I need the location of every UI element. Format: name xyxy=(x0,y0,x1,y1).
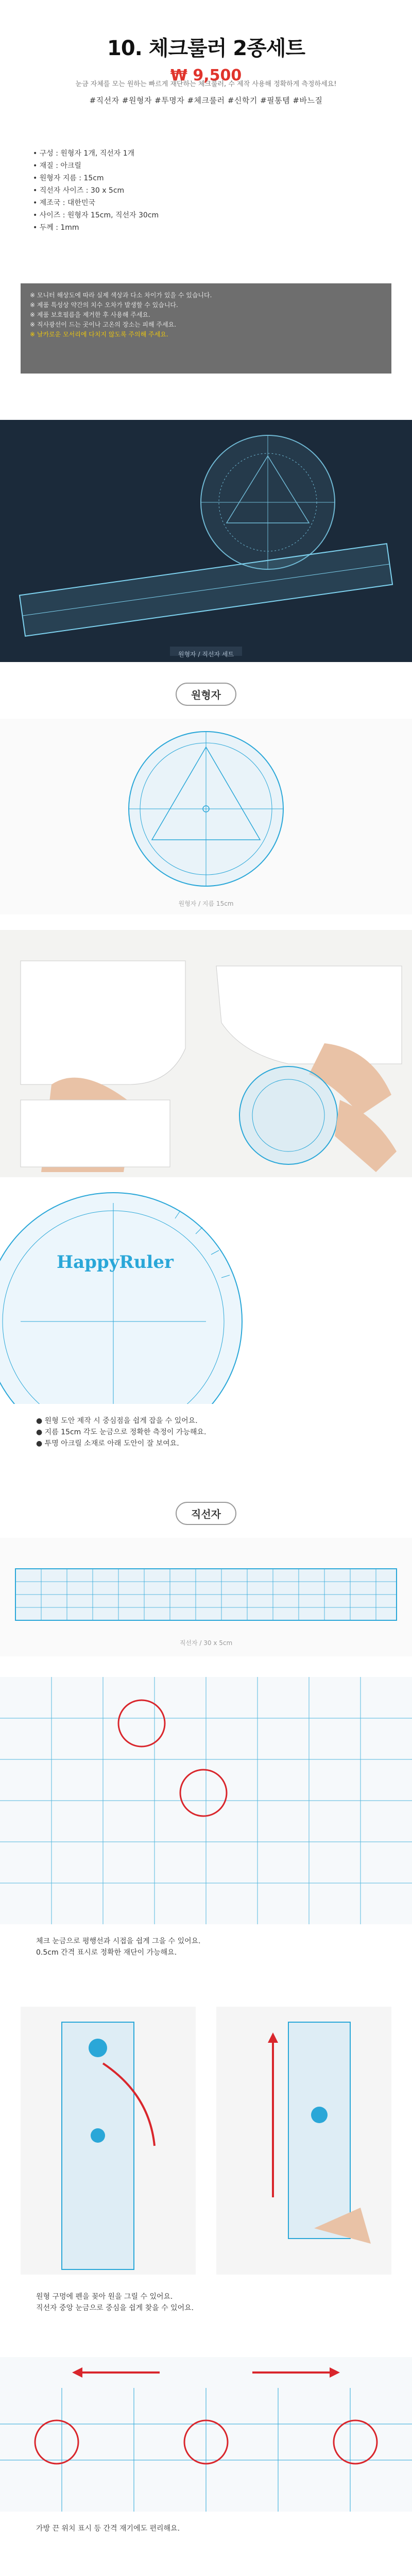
spec-row: • 제조국 : 대한민국 xyxy=(33,197,379,209)
straight-center-photo xyxy=(0,2357,412,2512)
circle-caption: 원형자 / 지름 15cm xyxy=(178,900,234,907)
hand-drawing-illustration xyxy=(0,930,412,1177)
notice-line: ※ 제품 보호필름을 제거한 후 사용해 주세요. xyxy=(30,311,150,318)
desc-line: ● 원형 도안 제작 시 중심점을 쉽게 잡을 수 있어요. xyxy=(36,1417,198,1425)
notice-warning: ※ 날카로운 모서리에 다치지 않도록 주의해 주세요. xyxy=(30,331,168,338)
rulers-illustration xyxy=(0,420,412,662)
center-mark-illustration xyxy=(0,2357,412,2512)
spec-row: • 원형자 지름 : 15cm xyxy=(33,172,379,184)
desc-line: 0.5cm 간격 표시로 정확한 재단이 가능해요. xyxy=(36,1948,177,1957)
straight-ruler-photo xyxy=(0,1538,412,1656)
straight-usage-photos xyxy=(0,2002,412,2280)
desc-line: 직선자 중앙 눈금으로 중심을 쉽게 찾을 수 있어요. xyxy=(36,2304,194,2312)
straight-description-2 xyxy=(0,2280,412,2357)
section-circle-header xyxy=(0,662,412,719)
spec-row: • 구성 : 원형자 1개, 직선자 1개 xyxy=(33,147,379,160)
section-label-circle: 원형자 xyxy=(176,683,236,706)
straight-description-1 xyxy=(0,1924,412,2002)
desc-line: 원형 구멍에 펜을 꽂아 원을 그릴 수 있어요. xyxy=(36,2293,173,2301)
circle-closeup-photo xyxy=(0,1188,412,1404)
circle-usage-photo-1 xyxy=(0,930,412,1177)
spec-row: • 사이즈 : 원형자 15cm, 직선자 30cm xyxy=(33,209,379,222)
usage-pair-illustration xyxy=(0,2002,412,2280)
circle-ruler-photo xyxy=(0,719,412,914)
notice-line: ※ 직사광선이 드는 곳이나 고온의 장소는 피해 주세요. xyxy=(30,321,177,328)
product-title: 10. 체크룰러 2종세트 xyxy=(107,37,305,60)
ruler-brand-text: HappyRuler xyxy=(57,1252,174,1273)
circle-ruler-illustration xyxy=(0,719,412,914)
hashtags: #직선자 #원형자 #투명자 #체크룰러 #신학기 #필통템 #바느질 xyxy=(89,96,323,105)
desc-line: 가방 끈 위치 표시 등 간격 재기에도 편리해요. xyxy=(36,2524,180,2533)
notice-line: ※ 제품 특성상 약간의 치수 오차가 발생할 수 있습니다. xyxy=(30,301,178,309)
hero-photo xyxy=(0,420,412,662)
notice-box xyxy=(21,283,391,374)
spec-list xyxy=(0,144,412,283)
tagline: 눈금 자체를 모는 원하는 빠르게 재단하는 체크룰러, 수 제작 사용해 정확하게 측정하세요! xyxy=(75,80,337,88)
section-label-straight: 직선자 xyxy=(176,1502,236,1525)
desc-line: 체크 눈금으로 평행선과 시접을 쉽게 그을 수 있어요. xyxy=(36,1937,201,1945)
notice-line: ※ 모니터 해상도에 따라 실제 색상과 다소 차이가 있을 수 있습니다. xyxy=(30,292,212,299)
straight-caption: 직선자 / 30 x 5cm xyxy=(179,1639,233,1647)
spec-row: • 재질 : 아크릴 xyxy=(33,160,379,172)
spec-row: • 두께 : 1mm xyxy=(33,222,379,234)
hero-caption: 원형자 / 직선자 세트 xyxy=(178,651,234,658)
straight-description-3 xyxy=(0,2512,412,2576)
product-intro xyxy=(0,72,412,144)
spec-row: • 직선자 사이즈 : 30 x 5cm xyxy=(33,184,379,197)
product-price: ₩ 9,500 xyxy=(170,66,242,84)
circle-description xyxy=(0,1404,412,1481)
desc-line: ● 투명 아크릴 소재로 아래 도안이 잘 보여요. xyxy=(36,1439,179,1448)
straight-detail-photo xyxy=(0,1677,412,1924)
section-straight-header xyxy=(0,1481,412,1538)
desc-line: ● 지름 15cm 각도 눈금으로 정확한 측정이 가능해요. xyxy=(36,1428,207,1436)
grid-detail-illustration xyxy=(0,1677,412,1924)
circle-closeup-illustration xyxy=(0,1188,412,1404)
